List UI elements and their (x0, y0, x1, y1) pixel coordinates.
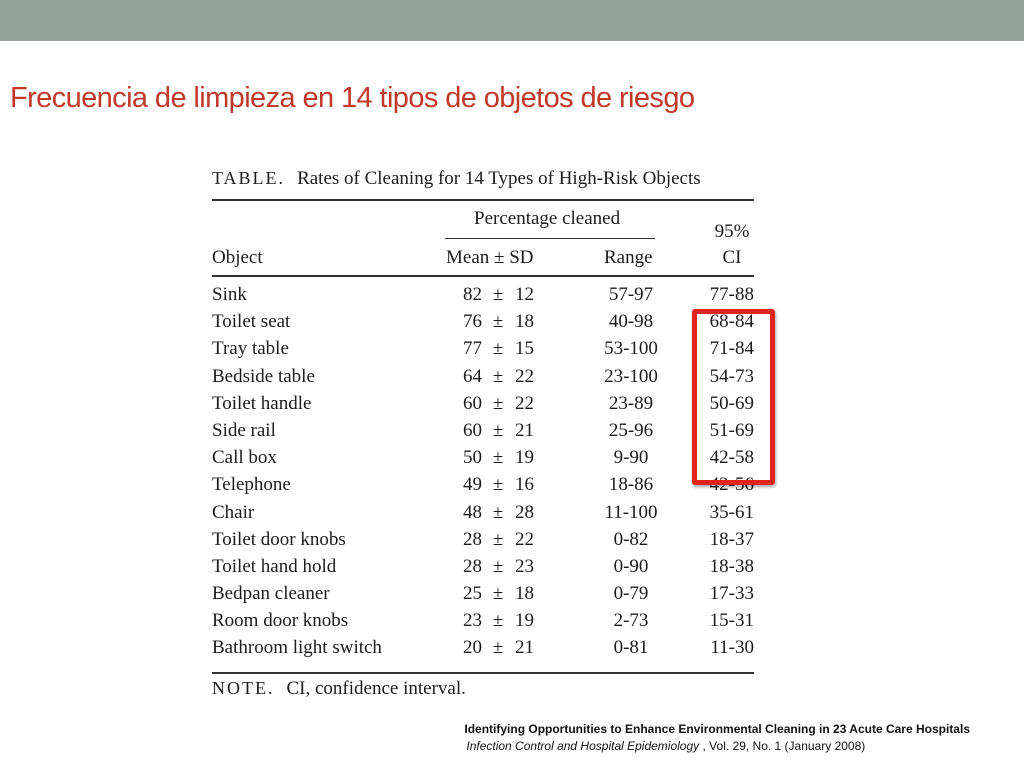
table-note-text: CI, confidence interval. (286, 678, 466, 699)
cell-sd: 21 (515, 637, 534, 659)
cell-range: 40-98 (608, 311, 654, 333)
cell-mean: 49 (463, 474, 482, 496)
cell-plus-minus: ± (492, 583, 504, 605)
header-ci: CI (722, 247, 742, 268)
cell-object: Telephone (212, 474, 291, 496)
table-bottom-rule (212, 672, 754, 674)
cell-mean: 77 (463, 338, 482, 360)
cell-ci: 11-30 (710, 637, 754, 659)
table-note (212, 678, 466, 700)
cell-ci: 54-73 (709, 365, 754, 387)
cell-mean: 28 (463, 555, 482, 577)
table-row (212, 637, 754, 664)
cell-range: 11-100 (604, 501, 658, 523)
cell-ci: 35-61 (709, 501, 754, 523)
cell-sd: 28 (515, 501, 534, 523)
cell-plus-minus: ± (492, 365, 504, 387)
slide-title: Frecuencia de limpieza en 14 tipos de objetos de riesgo (10, 82, 695, 114)
cell-sd: 18 (515, 583, 534, 605)
cell-ci: 42-58 (709, 447, 754, 469)
cell-object: Toilet hand hold (212, 555, 337, 577)
cell-mean: 64 (463, 365, 482, 387)
cell-sd: 22 (515, 528, 534, 550)
citation-details: , Vol. 29, No. 1 (January 2008) (699, 739, 866, 753)
cell-range: 23-89 (608, 392, 654, 414)
cell-plus-minus: ± (492, 637, 504, 659)
cell-ci: 77-88 (709, 284, 754, 305)
cell-ci: 18-38 (709, 555, 754, 577)
cell-object: Bathroom light switch (212, 637, 382, 659)
table-row (212, 583, 754, 610)
cell-range: 0-82 (613, 528, 649, 550)
cell-range: 23-100 (604, 365, 658, 387)
cell-plus-minus: ± (492, 474, 504, 496)
table-row (212, 529, 754, 556)
cell-plus-minus: ± (492, 338, 504, 360)
cell-plus-minus: ± (492, 528, 504, 550)
cell-plus-minus: ± (492, 610, 504, 632)
cell-ci: 68-84 (709, 311, 754, 333)
cell-range: 0-90 (613, 555, 649, 577)
table-row (212, 556, 754, 583)
header-range: Range (604, 247, 653, 268)
cell-range: 9-90 (613, 447, 649, 469)
cell-sd: 19 (515, 447, 534, 469)
cell-sd: 22 (515, 392, 534, 414)
cell-sd: 12 (515, 284, 534, 305)
table-row (212, 338, 754, 365)
cell-plus-minus: ± (492, 555, 504, 577)
cell-range: 0-81 (613, 637, 649, 659)
cell-ci: 51-69 (709, 419, 754, 441)
table-row (212, 393, 754, 420)
table-top-rule (212, 199, 754, 201)
cell-mean: 23 (463, 610, 482, 632)
cell-object: Toilet seat (212, 311, 291, 333)
cell-mean: 25 (463, 583, 482, 605)
table-caption-text: Rates of Cleaning for 14 Types of High-Risk Objects (297, 168, 701, 189)
cell-ci: 50-69 (709, 392, 754, 414)
cell-mean: 82 (463, 284, 482, 305)
cell-range: 53-100 (604, 338, 658, 360)
cell-range: 2-73 (613, 610, 649, 632)
cell-object: Room door knobs (212, 610, 349, 632)
cell-plus-minus: ± (492, 501, 504, 523)
cell-range: 57-97 (608, 284, 654, 305)
header-object: Object (212, 247, 263, 268)
cell-range: 18-86 (608, 474, 654, 496)
cell-mean: 76 (463, 311, 482, 333)
cell-plus-minus: ± (492, 311, 504, 333)
cell-range: 25-96 (608, 419, 654, 441)
table-row (212, 502, 754, 529)
top-bar (0, 0, 1024, 41)
ci-highlight-box (692, 309, 775, 485)
cell-sd: 18 (515, 311, 534, 333)
table-body (212, 284, 754, 665)
cell-object: Call box (212, 447, 277, 469)
table-row (212, 311, 754, 338)
table-row (212, 284, 754, 311)
cell-sd: 21 (515, 419, 534, 441)
table-note-label: NOTE. (212, 678, 275, 698)
cell-object: Toilet door knobs (212, 528, 346, 550)
cell-plus-minus: ± (492, 447, 504, 469)
cell-object: Chair (212, 501, 255, 523)
cell-object: Toilet handle (212, 392, 312, 414)
cell-sd: 16 (515, 474, 534, 496)
citation-title: Identifying Opportunities to Enhance Environmental Cleaning in 23 Acute Care Hospitals (464, 722, 970, 736)
cell-sd: 23 (515, 555, 534, 577)
cell-ci: 15-31 (709, 610, 754, 632)
citation-source (464, 739, 970, 753)
table-row (212, 474, 754, 501)
cell-mean: 60 (463, 419, 482, 441)
cell-mean: 28 (463, 528, 482, 550)
header-bottom-rule (212, 275, 754, 277)
cell-ci: 42-56 (709, 474, 754, 496)
cell-plus-minus: ± (492, 419, 504, 441)
citation (464, 722, 970, 753)
header-percentage-cleaned: Percentage cleaned (474, 208, 621, 229)
cell-ci: 18-37 (709, 528, 754, 550)
header-mean-sd: Mean ± SD (446, 247, 534, 268)
cell-ci: 71-84 (709, 338, 754, 360)
table-caption-label: TABLE. (212, 168, 286, 188)
table-caption (212, 168, 701, 190)
cell-mean: 50 (463, 447, 482, 469)
cell-plus-minus: ± (492, 284, 504, 305)
cell-object: Side rail (212, 419, 276, 441)
cell-sd: 19 (515, 610, 534, 632)
table-row (212, 610, 754, 637)
cell-plus-minus: ± (492, 392, 504, 414)
table-row (212, 447, 754, 474)
header-ci-percent: 95% (714, 221, 750, 242)
cell-range: 0-79 (613, 583, 649, 605)
table-row (212, 420, 754, 447)
cell-sd: 22 (515, 365, 534, 387)
header-group-rule (445, 238, 655, 239)
cell-object: Bedpan cleaner (212, 583, 330, 605)
cell-object: Bedside table (212, 365, 315, 387)
cell-mean: 60 (463, 392, 482, 414)
table-row (212, 366, 754, 393)
cell-object: Sink (212, 284, 247, 305)
cell-ci: 17-33 (709, 583, 754, 605)
cell-sd: 15 (515, 338, 534, 360)
cell-mean: 20 (463, 637, 482, 659)
citation-journal: Infection Control and Hospital Epidemiology (466, 739, 700, 753)
cell-mean: 48 (463, 501, 482, 523)
cell-object: Tray table (212, 338, 289, 360)
